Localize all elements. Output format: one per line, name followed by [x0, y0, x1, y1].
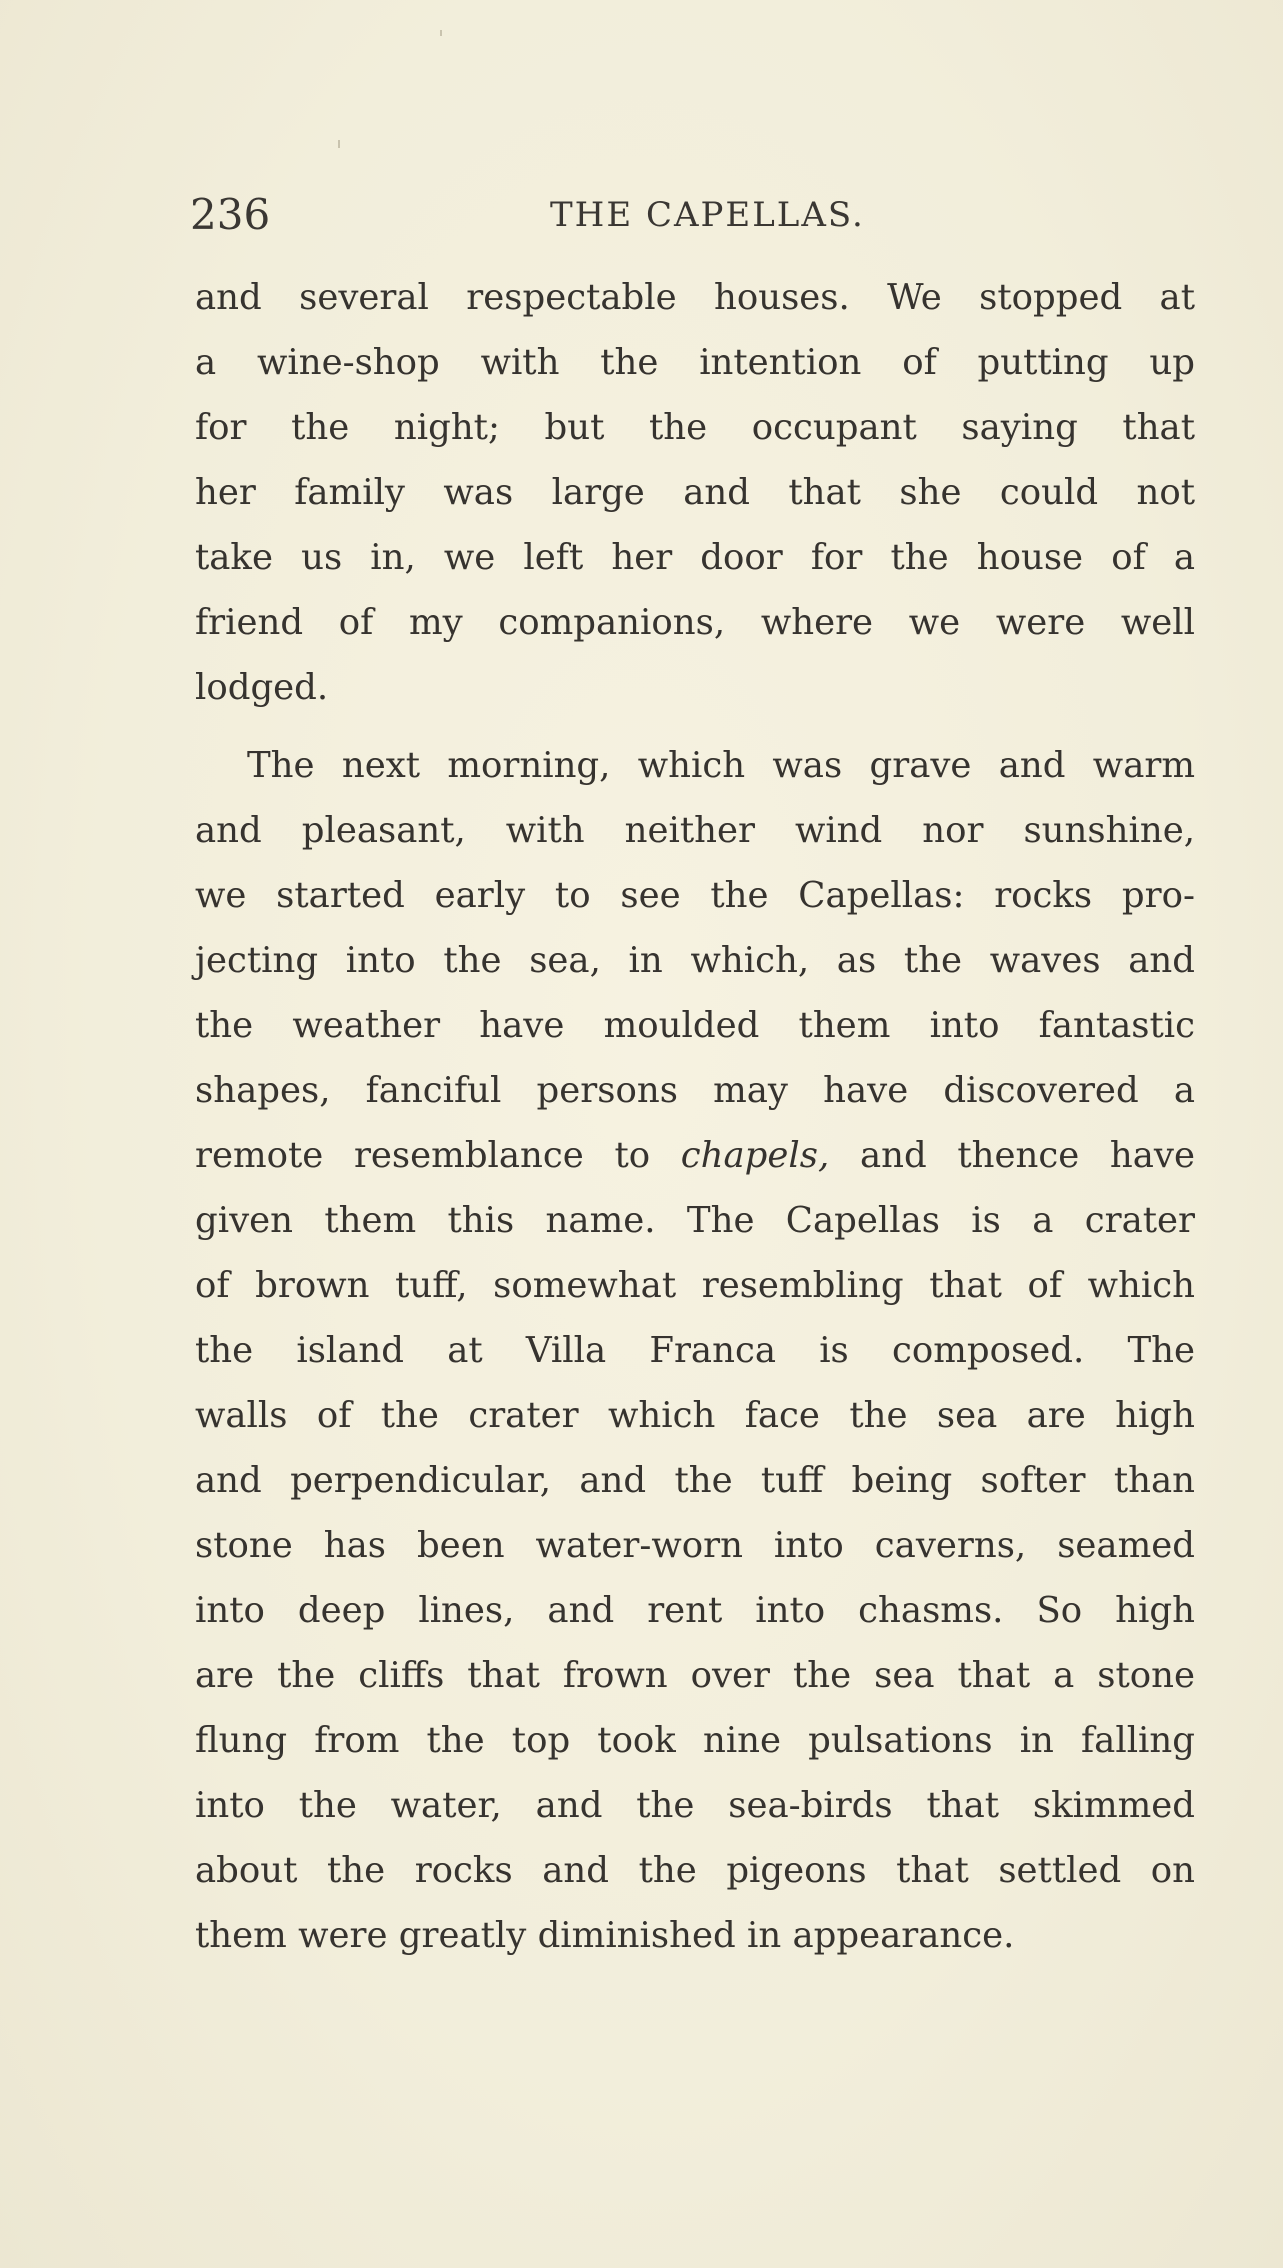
- text-line: lodged.: [195, 667, 329, 708]
- paper-speck: [440, 30, 442, 36]
- page-number: 236: [190, 190, 271, 239]
- text-line: into deep lines, and rent into chasms. So high: [195, 1590, 1195, 1631]
- running-head: THE CAPELLAS.: [550, 195, 865, 235]
- text-line: a wine-shop with the intention of putting up: [195, 342, 1195, 383]
- text-line: into the water, and the sea-birds that skimmed: [195, 1785, 1195, 1826]
- text-line: the island at Villa Franca is composed. The: [195, 1330, 1195, 1371]
- page-header: [190, 180, 1195, 250]
- text-line: The next morning, which was grave and warm: [247, 745, 1195, 786]
- text-line: we started early to see the Capellas: rocks pro-: [195, 875, 1195, 916]
- paragraph-1: [195, 265, 1195, 720]
- text-line: and perpendicular, and the tuff being softer than: [195, 1460, 1195, 1501]
- text-line: and several respectable houses. We stopped at: [195, 277, 1195, 318]
- text-line-with-italic: [195, 1123, 1195, 1188]
- paragraph-2: [195, 733, 1195, 1968]
- text-line: walls of the crater which face the sea are high: [195, 1395, 1195, 1436]
- text-line: jecting into the sea, in which, as the waves and: [195, 940, 1195, 981]
- text-line: for the night; but the occupant saying that: [195, 407, 1195, 448]
- text-line: the weather have moulded them into fantastic: [195, 1005, 1195, 1046]
- text-line: friend of my companions, where we were well: [195, 602, 1195, 643]
- text-line: take us in, we left her door for the house of a: [195, 537, 1195, 578]
- text-line: flung from the top took nine pulsations in falling: [195, 1720, 1195, 1761]
- italic-word: chapels,: [680, 1135, 830, 1176]
- text-line: and pleasant, with neither wind nor sunshine,: [195, 810, 1195, 851]
- text-line: are the cliffs that frown over the sea that a stone: [195, 1655, 1195, 1696]
- text-line: of brown tuff, somewhat resembling that of which: [195, 1265, 1195, 1306]
- text-line: stone has been water-worn into caverns, seamed: [195, 1525, 1195, 1566]
- paragraph-gap: [195, 720, 1195, 733]
- body-text: [195, 265, 1195, 1968]
- text-line: her family was large and that she could not: [195, 472, 1195, 513]
- text-segment: and thence have: [829, 1135, 1195, 1176]
- text-line: shapes, fanciful persons may have discovered a: [195, 1070, 1195, 1111]
- text-line: about the rocks and the pigeons that settled on: [195, 1850, 1195, 1891]
- text-segment: remote resemblance to: [195, 1135, 681, 1176]
- text-line: given them this name. The Capellas is a crater: [195, 1200, 1195, 1241]
- text-line: them were greatly diminished in appearance.: [195, 1915, 1015, 1956]
- paper-speck: [338, 140, 340, 148]
